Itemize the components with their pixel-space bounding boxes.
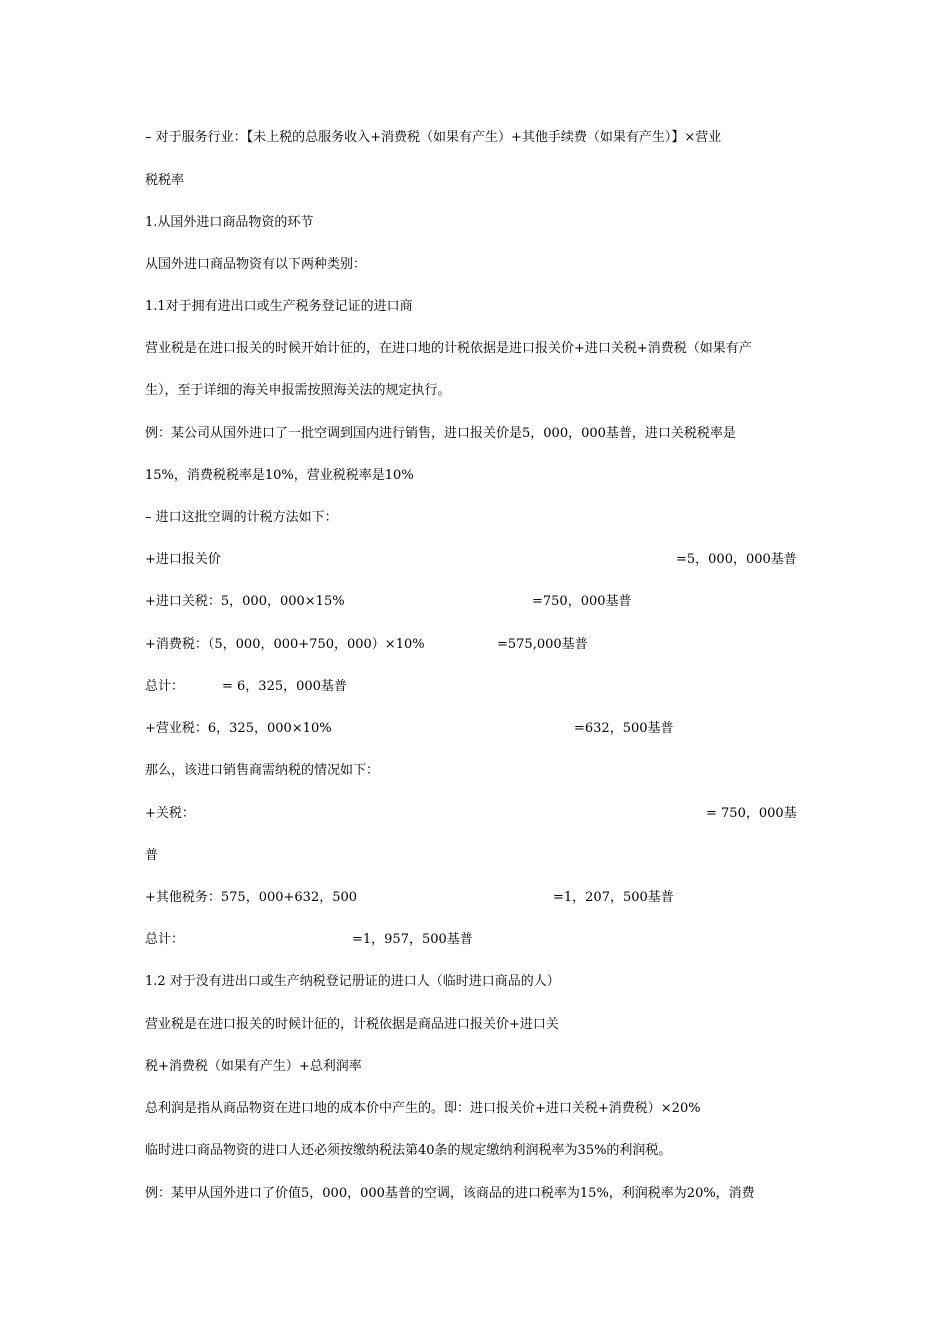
calc-excise-tax-value: =575,000基普	[497, 637, 588, 652]
paragraph-business-tax-basis: 营业税是在进口报关的时候开始计征的，在进口地的计税依据是进口报关价+进口关税+消费税（如果有产	[145, 341, 752, 356]
service-industry-formula-continuation: 税税率	[145, 173, 185, 188]
calc-business-tax-value: =632，500基普	[574, 721, 674, 736]
calculation-method-heading: – 进口这批空调的计税方法如下：	[145, 510, 338, 525]
summary-customs-duty-value: = 750，000基	[706, 806, 797, 821]
calc-import-duty-label: +进口关税：5，000，000×15%	[145, 594, 345, 609]
service-industry-formula-line: – 对于服务行业：【未上税的总服务收入+消费税（如果有产生）+其他手续费（如果有产生）】×营业	[145, 130, 722, 145]
calc-subtotal-label: 总计：	[145, 679, 185, 694]
calc-business-tax-label: +营业税：6，325，000×10%	[145, 721, 332, 736]
summary-customs-duty-label: +关税：	[145, 806, 195, 821]
example-paragraph: 例：某公司从国外进口了一批空调到国内进行销售，进口报关价是5，000，000基普，进口关税税率是	[145, 426, 736, 441]
paragraph-temporary-tax-basis: 营业税是在进口报关的时候计征的，计税依据是商品进口报关价+进口关	[145, 1017, 559, 1032]
example-paragraph-continuation: 15%，消费税税率是10%，营业税税率是10%	[145, 468, 414, 483]
calc-excise-tax-label: +消费税：（5，000，000+750，000）×10%	[145, 637, 425, 652]
summary-customs-duty-value-continuation: 普	[145, 848, 159, 863]
calc-subtotal-value: = 6，325，000基普	[222, 679, 347, 694]
import-categories-intro: 从国外进口商品物资有以下两种类别：	[145, 257, 367, 272]
tax-summary-intro: 那么，该进口销售商需纳税的情况如下：	[145, 763, 380, 778]
paragraph-business-tax-basis-continuation: 生），至于详细的海关申报需按照海关法的规定执行。	[145, 383, 451, 398]
summary-other-taxes-value: =1，207，500基普	[553, 890, 674, 905]
subsection-heading-temporary-importer: 1.2 对于没有进出口或生产纳税登记册证的进口人（临时进口商品的人）	[145, 974, 560, 989]
calc-import-duty-value: =750，000基普	[532, 594, 632, 609]
section-heading-import: 1.从国外进口商品物资的环节	[145, 215, 314, 230]
example-paragraph-temporary-importer: 例：某甲从国外进口了价值5，000，000基普的空调，该商品的进口税率为15%，利润税率为20%，消费	[145, 1186, 755, 1201]
summary-total-label: 总计：	[145, 932, 185, 947]
paragraph-temporary-tax-basis-continuation: 税+消费税（如果有产生）+总利润率	[145, 1059, 362, 1074]
summary-total-value: =1，957，500基普	[352, 932, 473, 947]
summary-other-taxes-label: +其他税务：575，000+632，500	[145, 890, 358, 905]
calc-import-price-label: +进口报关价	[145, 552, 221, 567]
paragraph-gross-profit-definition: 总利润是指从商品物资在进口地的成本价中产生的。即：进口报关价+进口关税+消费税）×20%	[145, 1101, 701, 1116]
subsection-heading-registered-importer: 1.1对于拥有进出口或生产税务登记证的进口商	[145, 299, 413, 314]
calc-import-price-value: =5，000，000基普	[676, 552, 797, 567]
paragraph-profit-tax-rule: 临时进口商品物资的进口人还必须按缴纳税法第40条的规定缴纳利润税率为35%的利润税。	[145, 1143, 672, 1158]
